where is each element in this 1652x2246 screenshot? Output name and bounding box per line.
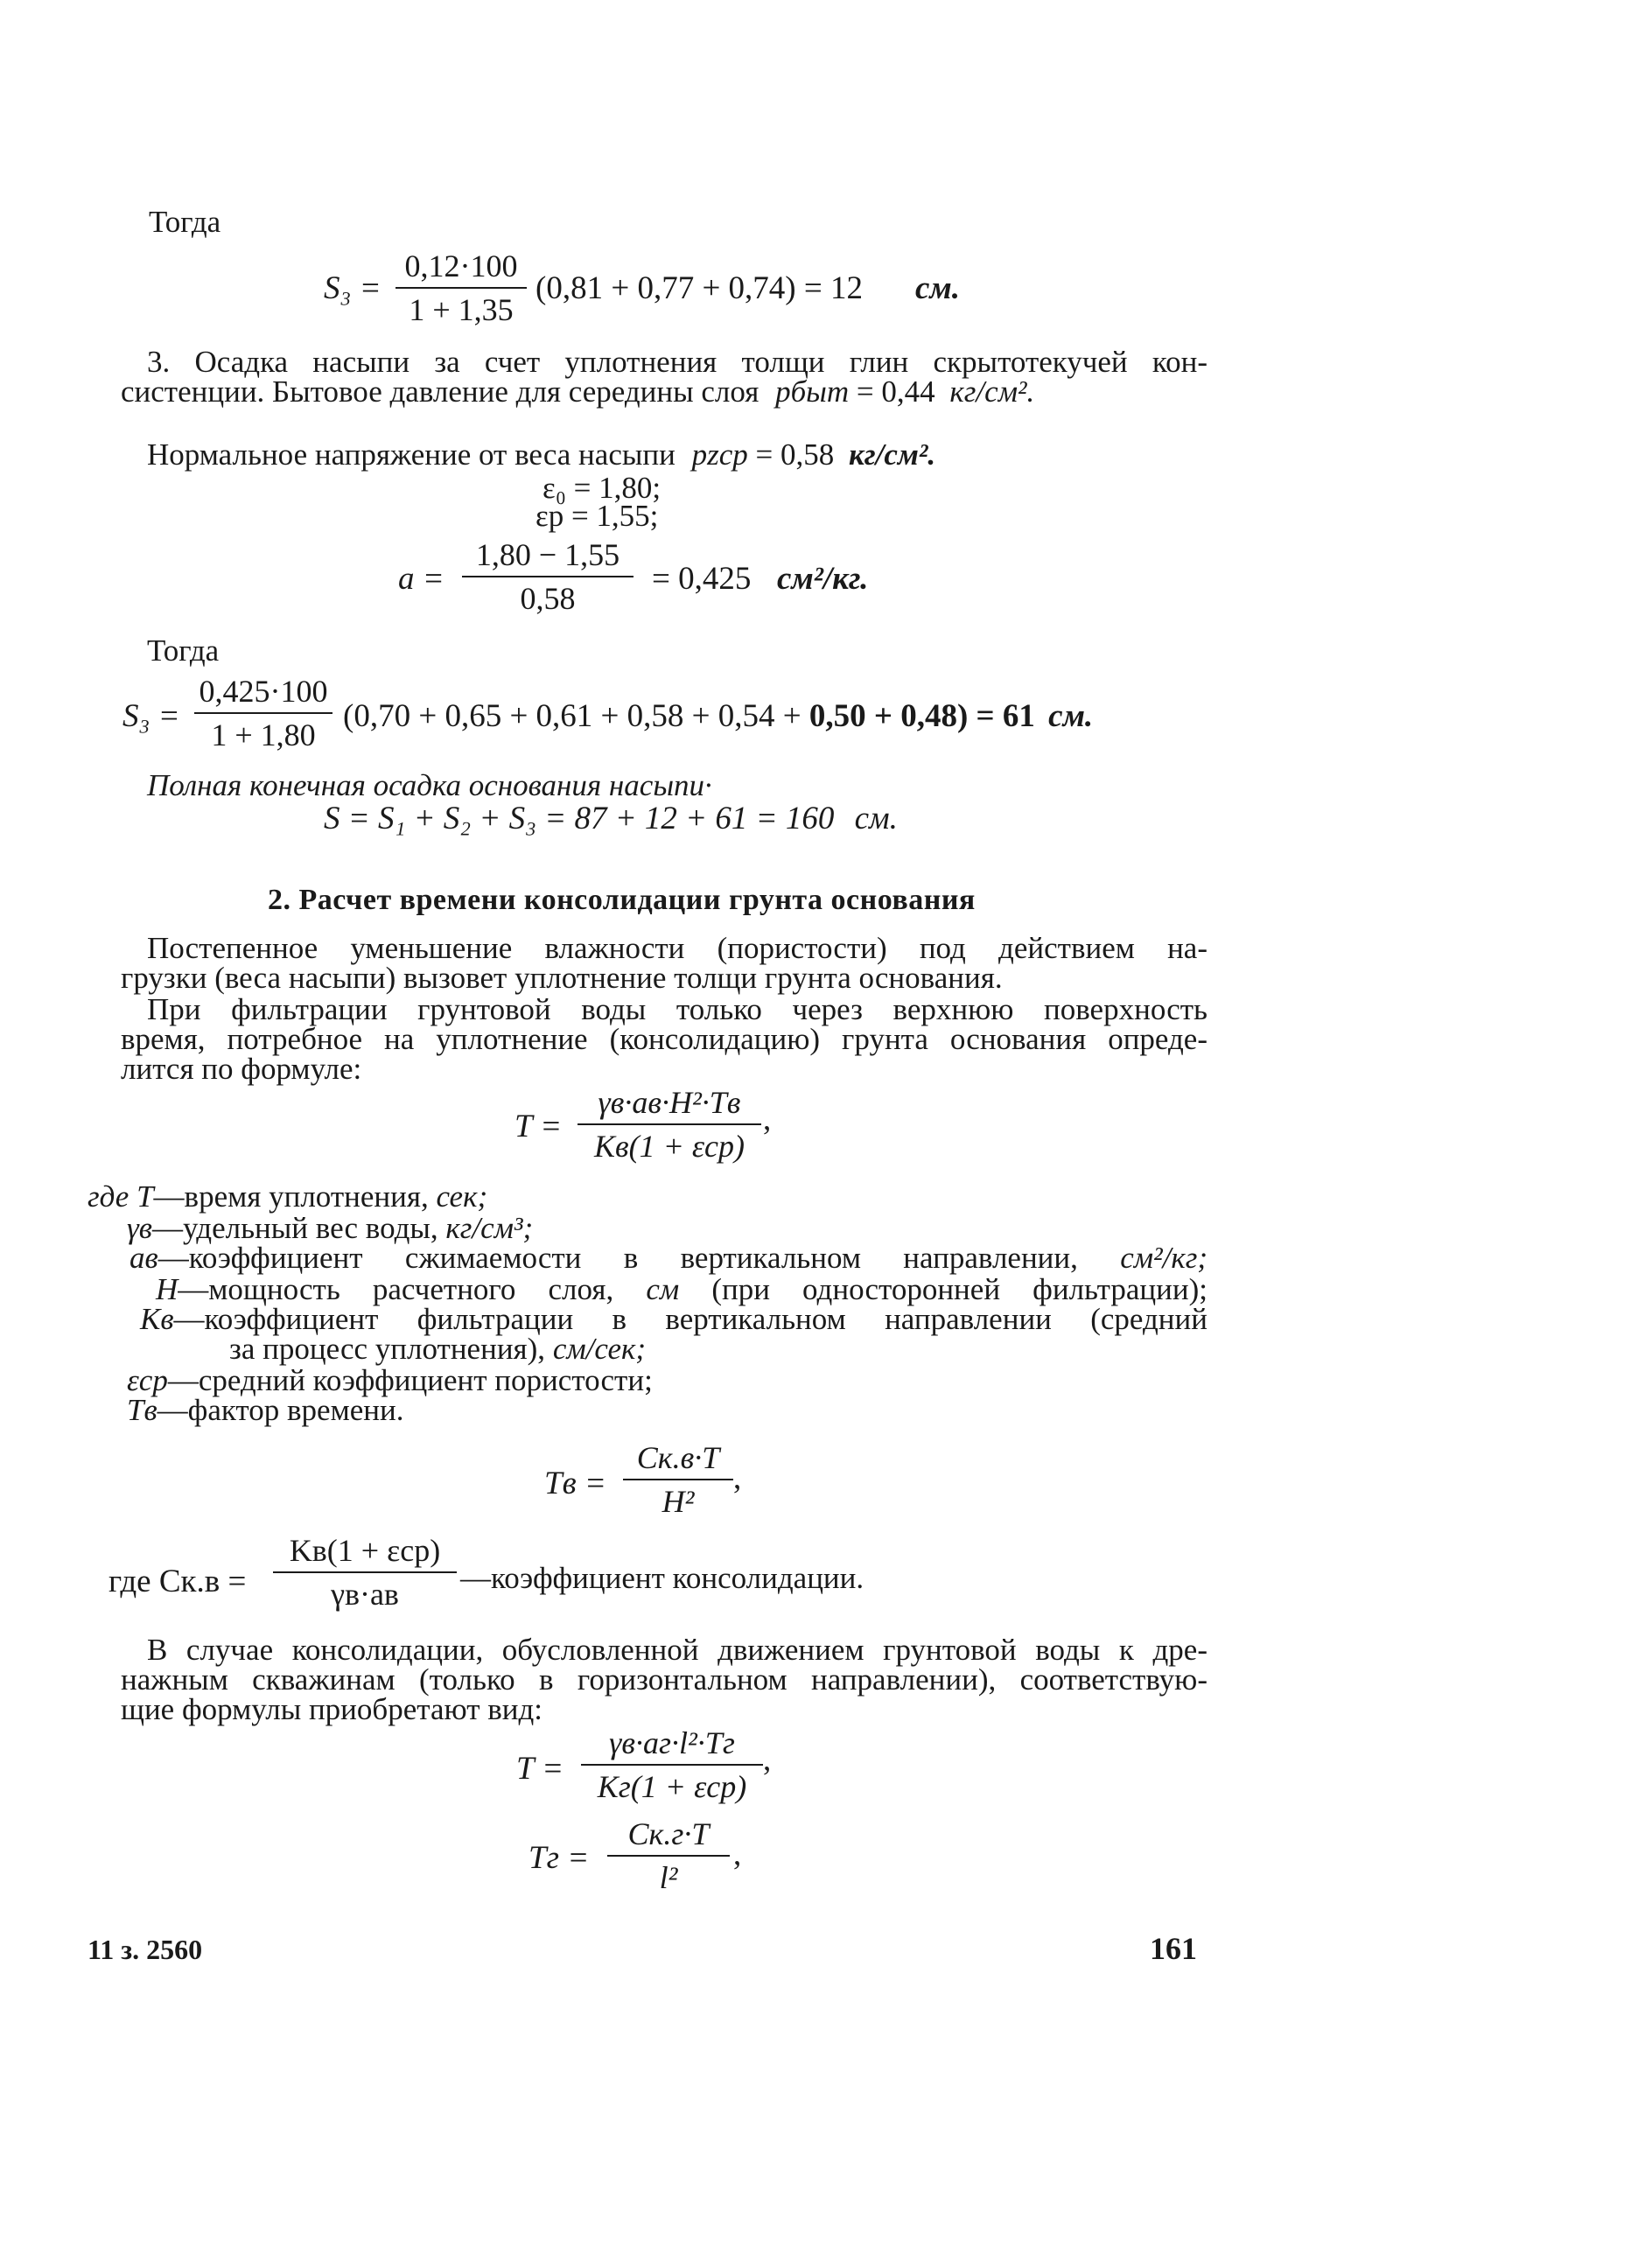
full-settlement-expr: S = S₁ + S₂ + S₃ = 87 + 12 + 61 = 160	[324, 801, 835, 836]
formula-1-numerator: 0,12·100	[404, 248, 518, 283]
where-item-desc: —средний коэффициент пористости;	[167, 1363, 653, 1397]
fraction-bar	[396, 287, 527, 289]
formula-1-denominator: 1 + 1,35	[409, 292, 514, 327]
where-item-symbol: γв	[127, 1211, 152, 1245]
formula-7-numerator: γв·aг·l²·Tг	[609, 1725, 735, 1760]
formula-4-fraction	[578, 1085, 761, 1164]
item3-line2-text: систенции. Бытовое давление для середины слоя	[121, 374, 760, 409]
item3-line2	[121, 376, 1034, 408]
formula-2-lhs: a =	[398, 561, 444, 597]
formula-3-lhs: S₃ =	[122, 698, 180, 734]
formula-7-fraction	[581, 1725, 763, 1804]
normal-stress-line	[147, 439, 935, 471]
where-item-2	[127, 1213, 533, 1244]
where-item-symbol: Tв	[127, 1393, 158, 1427]
where-item-desc: —коэффициент сжимаемости в вертикальном направлении,	[158, 1241, 1078, 1275]
where-item-symbol: Kв	[140, 1302, 174, 1336]
formula-3-rest	[343, 697, 1093, 735]
formula-2-unit: см²/кг.	[777, 561, 869, 597]
para2-line3: лится по формуле:	[121, 1052, 362, 1086]
full-settlement-text: Полная конечная осадка основания насыпи·	[147, 768, 712, 802]
formula-6-fraction	[273, 1533, 457, 1612]
text-togda-2: Тогда	[147, 633, 220, 668]
formula-8-denominator: l²	[659, 1860, 678, 1895]
formula-2-numerator: 1,80 − 1,55	[475, 537, 620, 572]
where-item-6	[229, 1333, 646, 1365]
formula-3-numerator: 0,425·100	[199, 674, 328, 709]
where-item-unit: см/сек;	[552, 1332, 647, 1366]
formula-7-denominator: Kг(1 + εср)	[597, 1769, 747, 1804]
formula-8-numerator: Cк.г·T	[627, 1816, 710, 1851]
formula-8-fraction	[607, 1816, 730, 1895]
where-item-1	[88, 1181, 487, 1213]
formula-8-lhs: Tг =	[528, 1840, 590, 1876]
fraction-bar	[623, 1479, 733, 1480]
para2-line2: время, потребное на уплотнение (консолидацию) грунта основания опреде-	[121, 1022, 1208, 1056]
formula-1-fraction	[396, 248, 527, 327]
where-item-desc: —коэффициент фильтрации в вертикальном направлении (средний	[173, 1302, 1208, 1336]
fraction-bar	[462, 576, 634, 577]
p-zsr-symbol: pzср	[691, 437, 748, 472]
where-item-desc: —удельный вес воды,	[151, 1211, 438, 1245]
p-zsr-value: = 0,58	[755, 437, 835, 472]
formula-1-lhs: S₃ =	[324, 270, 382, 306]
formula-2-fraction	[462, 537, 634, 616]
formula-5-denominator: H²	[662, 1484, 695, 1519]
para1-line2: грузки (веса насыпи) вызовет уплотнение толщи грунта основания.	[121, 961, 1003, 995]
full-settlement-formula	[324, 800, 898, 837]
where-item-tail: (при односторонней фильтрации);	[711, 1272, 1208, 1306]
p-zsr-unit: кг/см².	[849, 437, 936, 472]
p-byt-value: = 0,44	[856, 374, 935, 409]
para3-line3: щие формулы приобретают вид:	[121, 1692, 543, 1726]
epsilon-0-line: ε₀ = 1,80;	[542, 471, 662, 505]
full-settlement-unit: см.	[854, 801, 898, 836]
formula-5-lhs: Tв =	[544, 1466, 606, 1501]
where-item-7	[127, 1365, 653, 1396]
where-item-symbol: εср	[127, 1363, 168, 1397]
text-togda-1: Тогда	[149, 205, 221, 239]
formula-2-denominator: 0,58	[520, 581, 576, 616]
fraction-bar	[273, 1571, 457, 1573]
formula-3-rest-a: (0,70 + 0,65 + 0,61 + 0,58 + 0,54 +	[343, 698, 809, 734]
section-heading: 2. Расчет времени консолидации грунта основания	[268, 884, 976, 916]
formula-6-denominator: γв·aв	[331, 1577, 399, 1612]
where-item-5	[140, 1304, 1208, 1335]
fraction-bar	[581, 1764, 763, 1766]
para3-line1: В случае консолидации, обусловленной движением грунтовой воды к дре-	[147, 1633, 1208, 1667]
footer-signature: 11 з. 2560	[88, 1934, 203, 1965]
where-item-unit: кг/см³;	[445, 1211, 534, 1245]
fraction-bar	[607, 1855, 730, 1857]
where-item-symbol: H	[156, 1272, 178, 1306]
formula-6-lhs: где Cк.в =	[108, 1564, 247, 1599]
formula-4-numerator: γв·aв·H²·Tв	[598, 1085, 741, 1120]
epsilon-p-line: εp = 1,55;	[536, 499, 659, 533]
where-item-4	[156, 1274, 1208, 1305]
formula-6-tail: —коэффициент консолидации.	[460, 1561, 864, 1595]
formula-5-fraction	[623, 1440, 733, 1519]
formula-5-tail: ,	[733, 1460, 742, 1496]
p-byt-unit: кг/см².	[949, 374, 1035, 409]
para3-line2: нажным скважинам (только в горизонтальном направлении), соответствую-	[121, 1662, 1208, 1697]
formula-3-unit: см.	[1048, 698, 1094, 734]
formula-8-tail: ,	[733, 1837, 742, 1872]
para1-line1: Постепенное уменьшение влажности (пористости) под действием на-	[147, 931, 1208, 965]
formula-4-tail: ,	[763, 1102, 772, 1137]
where-item-unit: см²/кг;	[1120, 1241, 1208, 1275]
formula-7-tail: ,	[763, 1742, 772, 1778]
where-item-desc: за процесс уплотнения),	[229, 1332, 546, 1366]
formula-1-unit: см.	[915, 270, 961, 306]
where-item-symbol: aв	[130, 1241, 158, 1275]
where-item-desc: —фактор времени.	[157, 1393, 404, 1427]
formula-4-lhs: T =	[514, 1109, 563, 1144]
formula-3-denominator: 1 + 1,80	[211, 717, 316, 752]
formula-5-numerator: Cк.в·T	[636, 1440, 720, 1475]
formula-1-rest: (0,81 + 0,77 + 0,74) = 12	[536, 270, 863, 306]
fraction-bar	[578, 1123, 761, 1125]
where-item-desc: —время уплотнения,	[153, 1179, 429, 1214]
where-item-unit: см	[646, 1272, 680, 1306]
para2-line1: При фильтрации грунтовой воды только через верхнюю поверхность	[147, 992, 1208, 1026]
where-item-symbol: где T	[88, 1179, 154, 1214]
p-byt-symbol: pбыт	[775, 374, 850, 409]
where-item-3	[130, 1242, 1208, 1274]
normal-stress-text: Нормальное напряжение от веса насыпи	[147, 437, 676, 472]
where-item-unit: сек;	[436, 1179, 488, 1214]
formula-4-denominator: Kв(1 + εср)	[593, 1129, 746, 1164]
where-item-desc: —мощность расчетного слоя,	[178, 1272, 614, 1306]
page-number: 161	[1150, 1931, 1197, 1966]
formula-7-lhs: T =	[516, 1751, 564, 1787]
item3-line1: 3. Осадка насыпи за счет уплотнения толщи глин скрытотекучей кон-	[147, 345, 1208, 379]
fraction-bar	[194, 712, 332, 714]
formula-3-fraction	[194, 674, 332, 752]
formula-6-numerator: Kв(1 + εср)	[289, 1533, 441, 1568]
where-item-8	[127, 1395, 403, 1426]
formula-2-rest: = 0,425	[652, 561, 752, 597]
formula-3-rest-b: 0,50 + 0,48) = 61	[808, 698, 1035, 734]
